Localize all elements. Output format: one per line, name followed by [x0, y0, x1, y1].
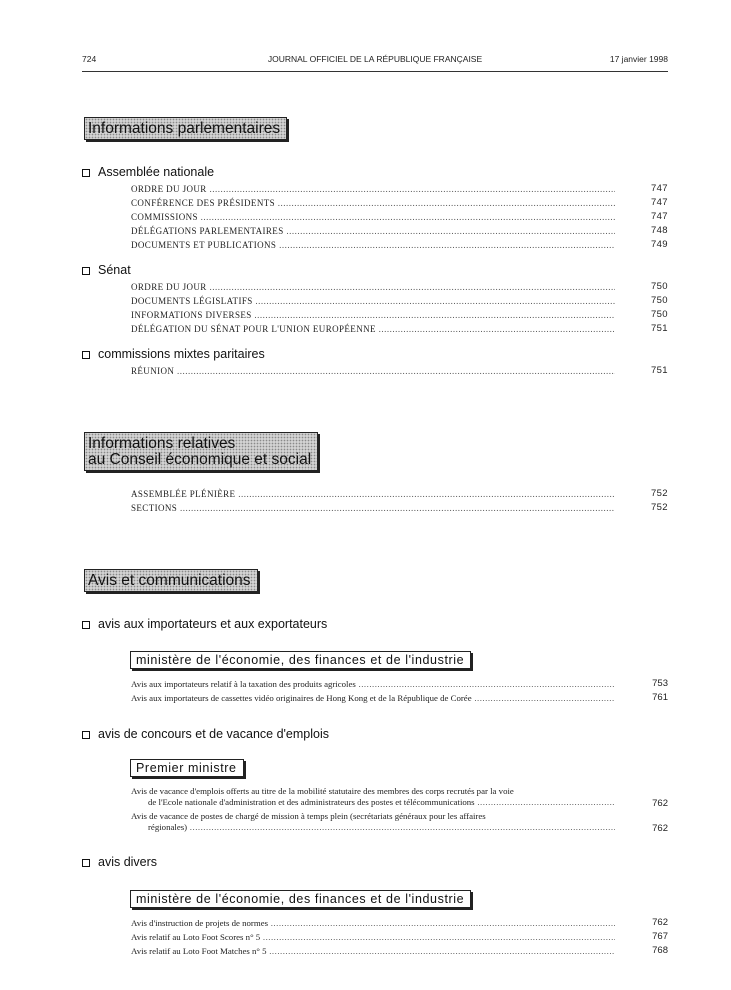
toc-entry[interactable] [131, 238, 668, 252]
toc-page: 748 [650, 225, 668, 236]
toc-label: CONFÉRENCE DES PRÉSIDENTS ..... [131, 196, 615, 210]
toc-label: SECTIONS ..... [131, 501, 615, 515]
toc-page: 750 [650, 281, 668, 292]
checkbox-square-icon [82, 859, 90, 867]
toc-entry[interactable] [131, 364, 668, 378]
toc-entry[interactable] [131, 322, 668, 336]
toc-page: 753 [652, 678, 668, 689]
toc-entry[interactable] [131, 916, 668, 930]
toc-page: 747 [650, 197, 668, 208]
ministry-box [130, 651, 471, 669]
toc-entry[interactable] [131, 308, 668, 322]
toc-entry[interactable] [131, 224, 668, 238]
ministry-label: ministère de l'économie, des finances et de l'industrie [136, 892, 465, 906]
toc-page: 761 [652, 692, 668, 703]
banner-conseil-economique-social [84, 432, 318, 471]
toc-page: 762 [652, 917, 668, 928]
issue-date: 17 janvier 1998 [609, 54, 668, 64]
toc-page: 750 [650, 309, 668, 320]
toc-label: COMMISSIONS ..... [131, 210, 615, 224]
toc-label-line1: Avis de vacance d'emplois offerts au titre de la mobilité statutaire des membres des corps recrutés par la voie [131, 786, 514, 796]
toc-entry[interactable] [131, 930, 668, 944]
toc-page: 751 [650, 365, 668, 376]
toc-page: 751 [650, 323, 668, 334]
toc-label: DOCUMENTS ET PUBLICATIONS ..... [131, 238, 615, 252]
category-senat [82, 262, 131, 278]
page-number: 724 [82, 54, 97, 64]
banner-label: Informations parlementaires [88, 120, 281, 137]
toc-entry[interactable] [131, 944, 668, 958]
checkbox-square-icon [82, 621, 90, 629]
toc-entry[interactable] [131, 677, 668, 691]
toc-entry[interactable] [131, 501, 668, 515]
ministry-box [130, 759, 244, 777]
category-title: avis divers [98, 855, 158, 869]
toc-page: 767 [652, 931, 668, 942]
banner-label-line2: au Conseil économique et social [88, 451, 312, 468]
toc-page: 747 [650, 183, 668, 194]
category-avis-divers [82, 854, 157, 870]
toc-page: 749 [650, 239, 668, 250]
ministry-box [130, 890, 471, 908]
toc-entry[interactable] [131, 487, 668, 501]
checkbox-square-icon [82, 267, 90, 275]
category-avis-concours-vacance [82, 726, 329, 742]
journal-title: JOURNAL OFFICIEL DE LA RÉPUBLIQUE FRANÇAISE [267, 54, 483, 64]
toc-page: 752 [650, 488, 668, 499]
category-title: Sénat [98, 263, 131, 277]
category-avis-importateurs-exportateurs [82, 616, 327, 632]
category-title: commissions mixtes paritaires [98, 347, 265, 361]
toc-entry[interactable] [131, 280, 668, 294]
toc-entry[interactable] [131, 294, 668, 308]
toc-label: Avis relatif au Loto Foot Scores n° 5 ..... [131, 930, 615, 944]
toc-page: 752 [650, 502, 668, 513]
category-assemblee-nationale [82, 164, 214, 180]
category-title: Assemblée nationale [98, 165, 215, 179]
toc-entry[interactable] [131, 182, 668, 196]
toc-page: 768 [652, 945, 668, 956]
toc-label: DOCUMENTS LÉGISLATIFS ..... [131, 294, 615, 308]
toc-entry[interactable] [131, 786, 668, 810]
banner-avis-communications [84, 569, 258, 592]
ministry-label: Premier ministre [136, 761, 237, 775]
category-commissions-mixtes-paritaires [82, 346, 265, 362]
banner-informations-parlementaires [84, 117, 287, 140]
ministry-label: ministère de l'économie, des finances et de l'industrie [136, 653, 465, 667]
toc-label-line1: Avis de vacance de postes de chargé de mission à temps plein (secrétariats généraux pour les affaires [131, 811, 486, 821]
toc-entry[interactable] [131, 811, 668, 835]
toc-label: Avis relatif au Loto Foot Matches n° 5 ..... [131, 944, 615, 958]
toc-label: DÉLÉGATION DU SÉNAT POUR L'UNION EUROPÉENNE ..... [131, 322, 615, 336]
toc-page: 762 [652, 823, 668, 834]
toc-label-line2: de l'Ecole nationale d'administration et des administrateurs des postes et télécommunications ..... [148, 797, 615, 809]
toc-label: Avis aux importateurs de cassettes vidéo originaires de Hong Kong et de la République de Corée ..... [131, 691, 615, 705]
header-divider [82, 71, 668, 72]
toc-label: INFORMATIONS DIVERSES ..... [131, 308, 615, 322]
toc-page: 747 [650, 211, 668, 222]
banner-label: Avis et communications [88, 572, 251, 589]
toc-label: ORDRE DU JOUR ..... [131, 280, 615, 294]
toc-entry[interactable] [131, 210, 668, 224]
toc-label: ORDRE DU JOUR ..... [131, 182, 615, 196]
toc-label: DÉLÉGATIONS PARLEMENTAIRES ..... [131, 224, 615, 238]
toc-label-line2: régionales) ..... [148, 822, 615, 834]
toc-entry[interactable] [131, 196, 668, 210]
toc-label: Avis d'instruction de projets de normes ..... [131, 916, 615, 930]
checkbox-square-icon [82, 351, 90, 359]
toc-label: ASSEMBLÉE PLÉNIÈRE ..... [131, 487, 615, 501]
category-title: avis de concours et de vacance d'emplois [98, 727, 329, 741]
toc-label: RÉUNION ..... [131, 364, 615, 378]
toc-page: 762 [652, 798, 668, 809]
toc-entry[interactable] [131, 691, 668, 705]
toc-page: 750 [650, 295, 668, 306]
category-title: avis aux importateurs et aux exportateurs [98, 617, 328, 631]
toc-label: Avis aux importateurs relatif à la taxation des produits agricoles ..... [131, 677, 615, 691]
banner-label-line1: Informations relatives [88, 435, 236, 452]
checkbox-square-icon [82, 169, 90, 177]
checkbox-square-icon [82, 731, 90, 739]
page-header [82, 54, 668, 68]
